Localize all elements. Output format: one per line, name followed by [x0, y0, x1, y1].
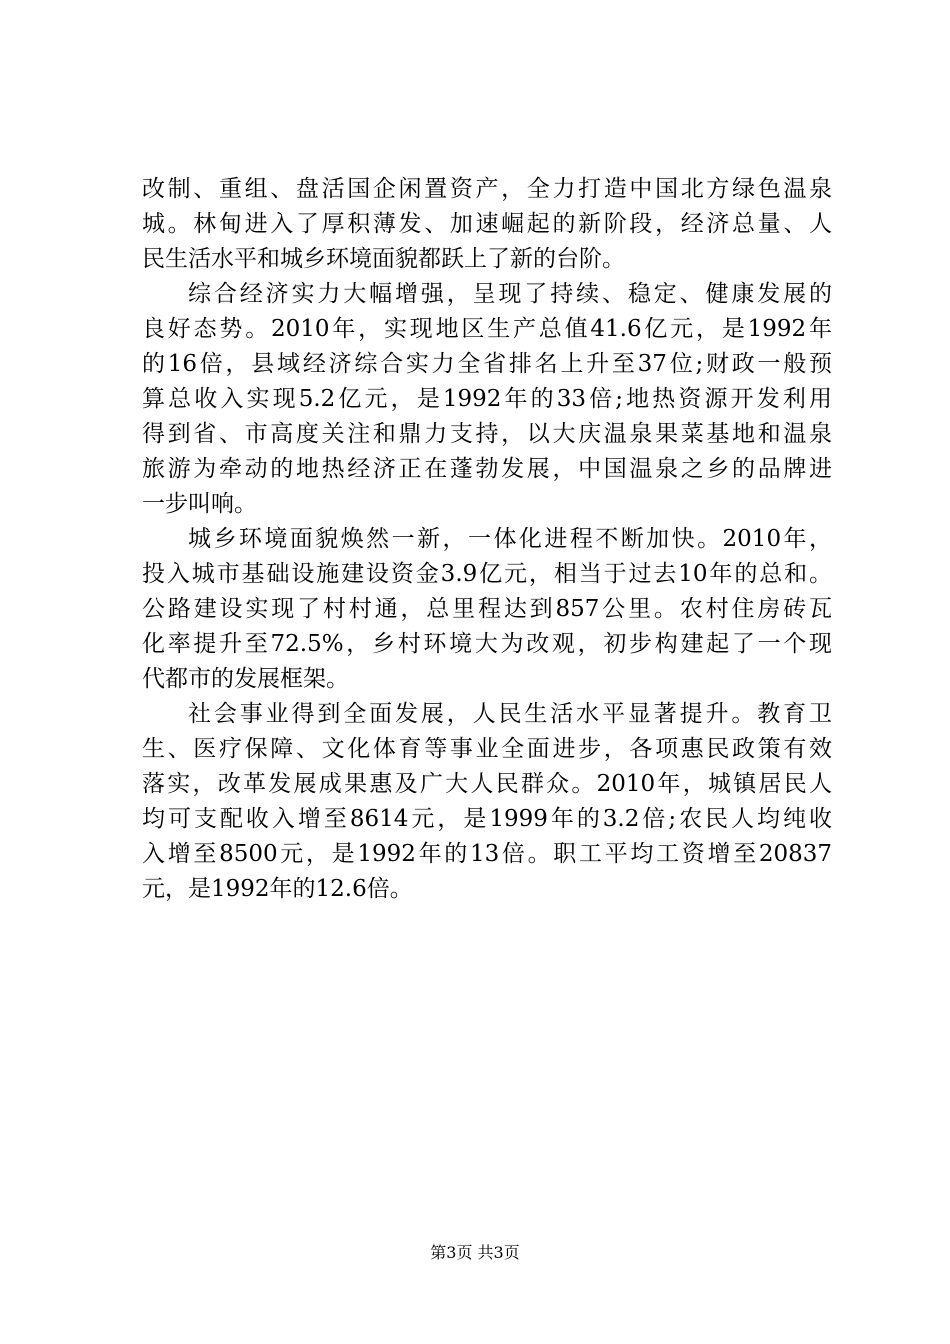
paragraph-line: 综合经济实力大幅增强，呈现了持续、稳定、健康发展的	[188, 281, 832, 307]
paragraph-line: 算总收入实现5.2亿元，是1992年的33倍;地热资源开发利用	[142, 386, 832, 412]
paragraph-3	[142, 522, 832, 697]
paragraph-1	[142, 172, 832, 277]
paragraph-line: 落实，改革发展成果惠及广大人民群众。2010年，城镇居民人	[142, 771, 832, 797]
paragraph-line: 城乡环境面貌焕然一新，一体化进程不断加快。2010年，	[188, 526, 832, 552]
paragraph-line: 民生活水平和城乡环境面貌都跃上了新的台阶。	[142, 246, 625, 272]
page-number-footer: 第3页 共3页	[430, 1243, 520, 1262]
paragraph-2	[142, 277, 832, 522]
paragraph-line: 改制、重组、盘活国企闲置资产，全力打造中国北方绿色温泉	[142, 176, 832, 202]
paragraph-line: 社会事业得到全面发展，人民生活水平显著提升。教育卫	[188, 701, 832, 727]
paragraph-line: 代都市的发展框架。	[142, 666, 349, 692]
paragraph-line: 入增至8500元，是1992年的13倍。职工平均工资增至20837	[142, 841, 832, 867]
paragraph-line: 公路建设实现了村村通，总里程达到857公里。农村住房砖瓦	[142, 596, 832, 622]
paragraph-line: 一步叫响。	[142, 491, 257, 517]
paragraph-line: 投入城市基础设施建设资金3.9亿元，相当于过去10年的总和。	[142, 561, 832, 587]
paragraph-4	[142, 697, 832, 907]
paragraph-line: 良好态势。2010年，实现地区生产总值41.6亿元，是1992年	[142, 316, 832, 342]
paragraph-line: 生、医疗保障、文化体育等事业全面进步，各项惠民政策有效	[142, 736, 832, 762]
paragraph-line: 化率提升至72.5%，乡村环境大为改观，初步构建起了一个现	[142, 631, 832, 657]
paragraph-line: 得到省、市高度关注和鼎力支持，以大庆温泉果菜基地和温泉	[142, 421, 832, 447]
paragraph-line: 旅游为牵动的地热经济正在蓬勃发展，中国温泉之乡的品牌进	[142, 456, 832, 482]
paragraph-line: 城。林甸进入了厚积薄发、加速崛起的新阶段，经济总量、人	[142, 211, 832, 237]
paragraph-line: 均可支配收入增至8614元，是1999年的3.2倍;农民人均纯收	[142, 806, 832, 832]
paragraph-line: 元，是1992年的12.6倍。	[142, 876, 413, 902]
document-body	[142, 172, 832, 907]
paragraph-line: 的16倍，县域经济综合实力全省排名上升至37位;财政一般预	[142, 351, 832, 377]
